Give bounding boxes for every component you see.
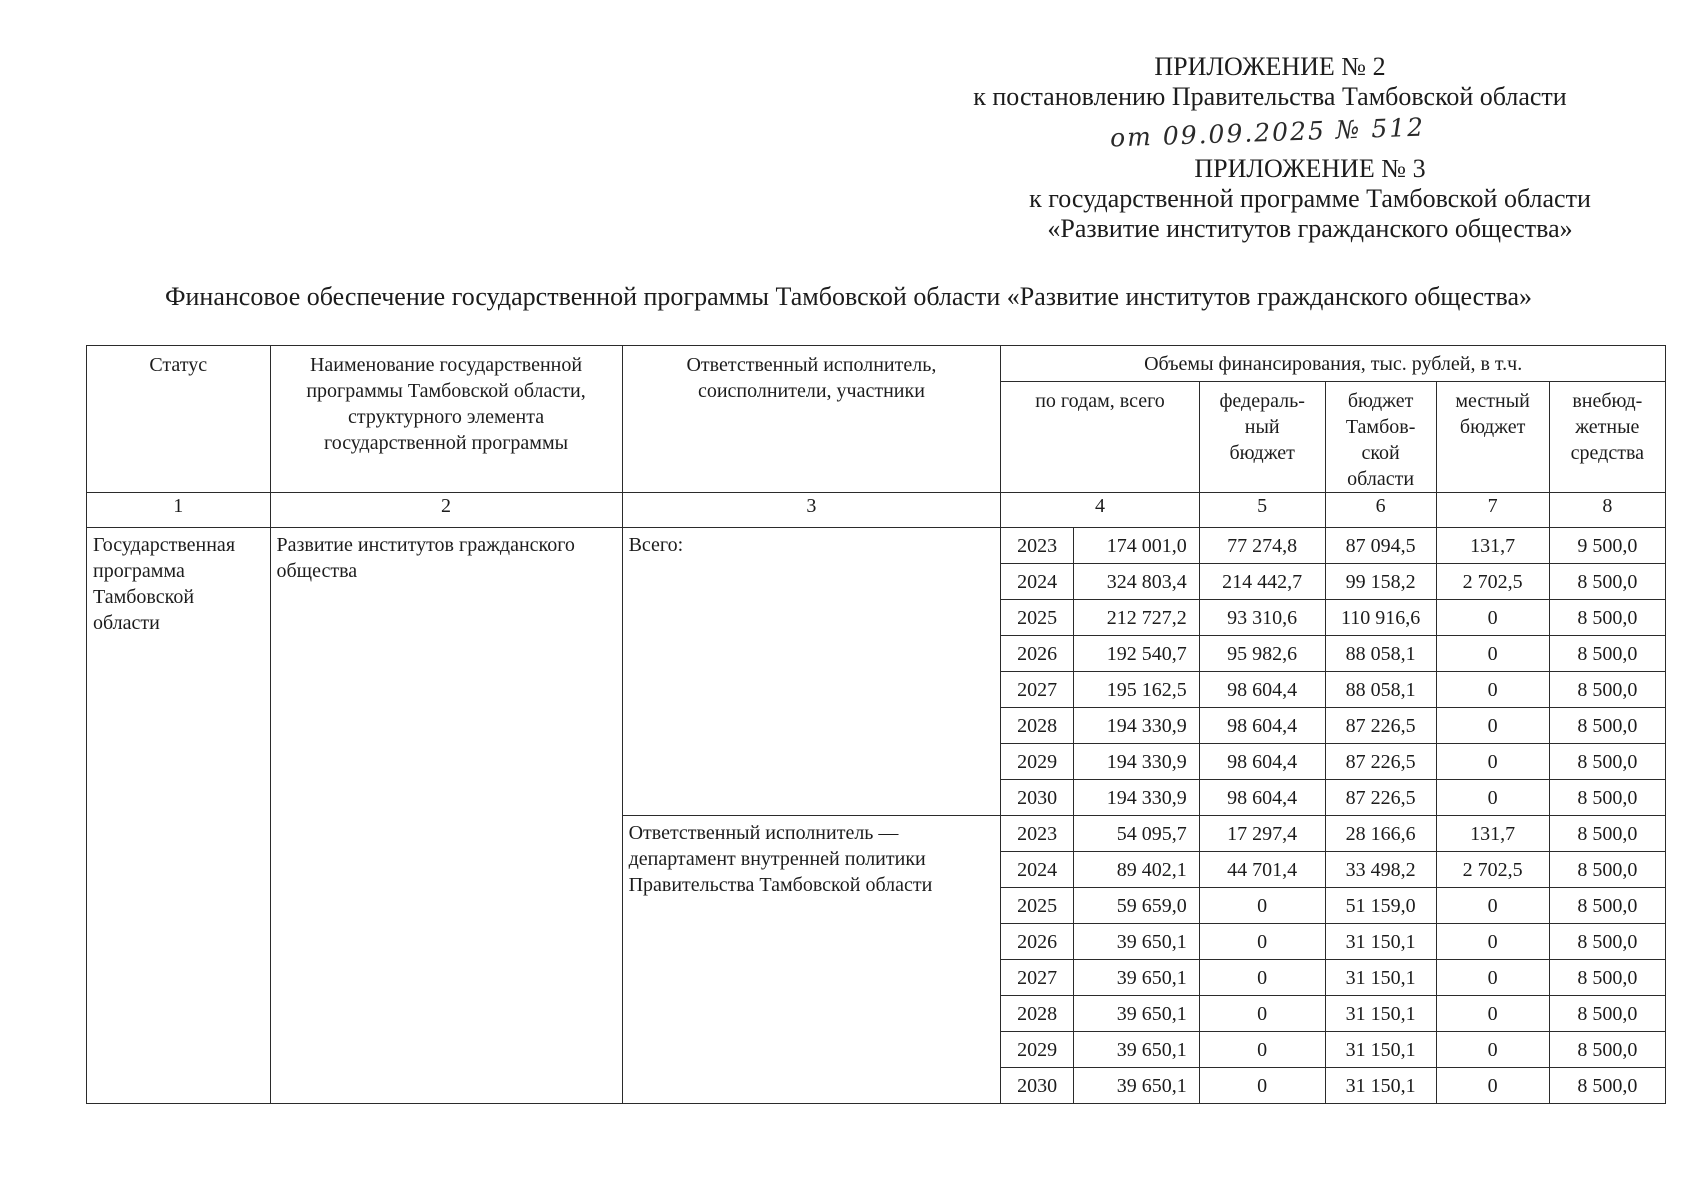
total-cell: 194 330,9 xyxy=(1073,780,1199,816)
year-cell: 2029 xyxy=(1001,1032,1074,1068)
financing-body xyxy=(87,528,1666,1104)
header-name: Наименование государственной программы Тамбовской области, структурного элемента государственной программы xyxy=(270,346,622,493)
regional-cell: 110 916,6 xyxy=(1325,600,1436,636)
federal-cell: 0 xyxy=(1199,888,1325,924)
financing-table xyxy=(86,345,1666,1104)
federal-cell: 214 442,7 xyxy=(1199,564,1325,600)
regional-cell: 31 150,1 xyxy=(1325,924,1436,960)
header-regional: бюджет Тамбов- ской области xyxy=(1325,382,1436,493)
total-cell: 195 162,5 xyxy=(1073,672,1199,708)
extra-cell: 8 500,0 xyxy=(1549,780,1665,816)
extra-cell: 8 500,0 xyxy=(1549,564,1665,600)
extra-cell: 8 500,0 xyxy=(1549,888,1665,924)
federal-cell: 0 xyxy=(1199,960,1325,996)
local-cell: 0 xyxy=(1436,1032,1549,1068)
year-cell: 2024 xyxy=(1001,564,1074,600)
regional-cell: 33 498,2 xyxy=(1325,852,1436,888)
total-cell: 39 650,1 xyxy=(1073,1032,1199,1068)
extra-cell: 8 500,0 xyxy=(1549,816,1665,852)
column-numbers-row xyxy=(87,493,1666,528)
local-cell: 0 xyxy=(1436,744,1549,780)
appendix-3-header xyxy=(960,154,1660,244)
column-number: 6 xyxy=(1325,493,1436,528)
extra-cell: 8 500,0 xyxy=(1549,672,1665,708)
local-cell: 131,7 xyxy=(1436,816,1549,852)
regional-cell: 87 226,5 xyxy=(1325,744,1436,780)
regional-cell: 99 158,2 xyxy=(1325,564,1436,600)
program-name-cell: Развитие институтов гражданского общества xyxy=(270,528,622,1104)
regional-cell: 87 094,5 xyxy=(1325,528,1436,564)
total-cell: 324 803,4 xyxy=(1073,564,1199,600)
local-cell: 0 xyxy=(1436,600,1549,636)
extra-cell: 8 500,0 xyxy=(1549,996,1665,1032)
federal-cell: 98 604,4 xyxy=(1199,780,1325,816)
extra-cell: 8 500,0 xyxy=(1549,852,1665,888)
column-number: 5 xyxy=(1199,493,1325,528)
local-cell: 0 xyxy=(1436,636,1549,672)
year-cell: 2027 xyxy=(1001,672,1074,708)
local-cell: 0 xyxy=(1436,960,1549,996)
federal-cell: 93 310,6 xyxy=(1199,600,1325,636)
regional-cell: 87 226,5 xyxy=(1325,708,1436,744)
total-cell: 212 727,2 xyxy=(1073,600,1199,636)
header-status: Статус xyxy=(87,346,271,493)
total-cell: 39 650,1 xyxy=(1073,1068,1199,1104)
program-reference: к государственной программе Тамбовской области xyxy=(1029,184,1591,213)
regional-cell: 31 150,1 xyxy=(1325,1032,1436,1068)
extra-cell: 8 500,0 xyxy=(1549,924,1665,960)
federal-cell: 0 xyxy=(1199,996,1325,1032)
total-cell: 39 650,1 xyxy=(1073,996,1199,1032)
federal-cell: 17 297,4 xyxy=(1199,816,1325,852)
regional-cell: 31 150,1 xyxy=(1325,996,1436,1032)
local-cell: 0 xyxy=(1436,672,1549,708)
year-cell: 2028 xyxy=(1001,708,1074,744)
appendix-3-title: ПРИЛОЖЕНИЕ № 3 xyxy=(1194,154,1426,183)
regional-cell: 28 166,6 xyxy=(1325,816,1436,852)
handwritten-date-number: от 09.09.2025 № 512 xyxy=(1109,112,1426,153)
total-cell: 39 650,1 xyxy=(1073,960,1199,996)
extra-cell: 8 500,0 xyxy=(1549,744,1665,780)
status-cell: Государственная программа Тамбовской области xyxy=(87,528,271,1104)
total-cell: 194 330,9 xyxy=(1073,744,1199,780)
year-cell: 2028 xyxy=(1001,996,1074,1032)
appendix-2-header xyxy=(880,52,1660,112)
executor-cell: Ответственный исполнитель — департамент внутренней политики Правительства Тамбовской области xyxy=(622,816,1001,1104)
local-cell: 0 xyxy=(1436,780,1549,816)
regional-cell: 87 226,5 xyxy=(1325,780,1436,816)
regional-cell: 31 150,1 xyxy=(1325,960,1436,996)
program-name: «Развитие институтов гражданского общества» xyxy=(1047,214,1573,243)
year-cell: 2030 xyxy=(1001,780,1074,816)
federal-cell: 0 xyxy=(1199,924,1325,960)
year-cell: 2027 xyxy=(1001,960,1074,996)
federal-cell: 0 xyxy=(1199,1032,1325,1068)
federal-cell: 98 604,4 xyxy=(1199,672,1325,708)
header-volumes: Объемы финансирования, тыс. рублей, в т.ч. xyxy=(1001,346,1666,382)
extra-cell: 9 500,0 xyxy=(1549,528,1665,564)
local-cell: 131,7 xyxy=(1436,528,1549,564)
header-by-years: по годам, всего xyxy=(1001,382,1199,493)
year-cell: 2025 xyxy=(1001,600,1074,636)
year-cell: 2023 xyxy=(1001,528,1074,564)
regional-cell: 31 150,1 xyxy=(1325,1068,1436,1104)
federal-cell: 98 604,4 xyxy=(1199,708,1325,744)
header-executor: Ответственный исполнитель, соисполнители, участники xyxy=(622,346,1001,493)
total-cell: 59 659,0 xyxy=(1073,888,1199,924)
year-cell: 2023 xyxy=(1001,816,1074,852)
header-extra: внебюд- жетные средства xyxy=(1549,382,1665,493)
total-cell: 54 095,7 xyxy=(1073,816,1199,852)
regional-cell: 51 159,0 xyxy=(1325,888,1436,924)
column-number: 4 xyxy=(1001,493,1199,528)
local-cell: 0 xyxy=(1436,1068,1549,1104)
extra-cell: 8 500,0 xyxy=(1549,600,1665,636)
year-cell: 2024 xyxy=(1001,852,1074,888)
executor-cell: Всего: xyxy=(622,528,1001,816)
column-number: 3 xyxy=(622,493,1001,528)
local-cell: 0 xyxy=(1436,996,1549,1032)
column-number: 8 xyxy=(1549,493,1665,528)
extra-cell: 8 500,0 xyxy=(1549,636,1665,672)
local-cell: 0 xyxy=(1436,924,1549,960)
header-federal: федераль- ный бюджет xyxy=(1199,382,1325,493)
year-cell: 2029 xyxy=(1001,744,1074,780)
appendix-2-title: ПРИЛОЖЕНИЕ № 2 xyxy=(1154,52,1386,81)
total-cell: 194 330,9 xyxy=(1073,708,1199,744)
federal-cell: 98 604,4 xyxy=(1199,744,1325,780)
federal-cell: 77 274,8 xyxy=(1199,528,1325,564)
local-cell: 0 xyxy=(1436,708,1549,744)
total-cell: 89 402,1 xyxy=(1073,852,1199,888)
year-cell: 2026 xyxy=(1001,924,1074,960)
year-cell: 2026 xyxy=(1001,636,1074,672)
local-cell: 0 xyxy=(1436,888,1549,924)
federal-cell: 95 982,6 xyxy=(1199,636,1325,672)
regional-cell: 88 058,1 xyxy=(1325,672,1436,708)
extra-cell: 8 500,0 xyxy=(1549,1032,1665,1068)
total-cell: 39 650,1 xyxy=(1073,924,1199,960)
table-row xyxy=(87,528,1666,564)
extra-cell: 8 500,0 xyxy=(1549,1068,1665,1104)
local-cell: 2 702,5 xyxy=(1436,852,1549,888)
extra-cell: 8 500,0 xyxy=(1549,960,1665,996)
column-number: 1 xyxy=(87,493,271,528)
document-title: Финансовое обеспечение государственной программы Тамбовской области «Развитие институтов гражданского общества» xyxy=(164,282,1533,311)
extra-cell: 8 500,0 xyxy=(1549,708,1665,744)
regional-cell: 88 058,1 xyxy=(1325,636,1436,672)
column-number: 7 xyxy=(1436,493,1549,528)
total-cell: 192 540,7 xyxy=(1073,636,1199,672)
local-cell: 2 702,5 xyxy=(1436,564,1549,600)
total-cell: 174 001,0 xyxy=(1073,528,1199,564)
column-number: 2 xyxy=(270,493,622,528)
federal-cell: 0 xyxy=(1199,1068,1325,1104)
decree-reference: к постановлению Правительства Тамбовской области xyxy=(973,82,1567,111)
year-cell: 2030 xyxy=(1001,1068,1074,1104)
federal-cell: 44 701,4 xyxy=(1199,852,1325,888)
header-local: местный бюджет xyxy=(1436,382,1549,493)
year-cell: 2025 xyxy=(1001,888,1074,924)
